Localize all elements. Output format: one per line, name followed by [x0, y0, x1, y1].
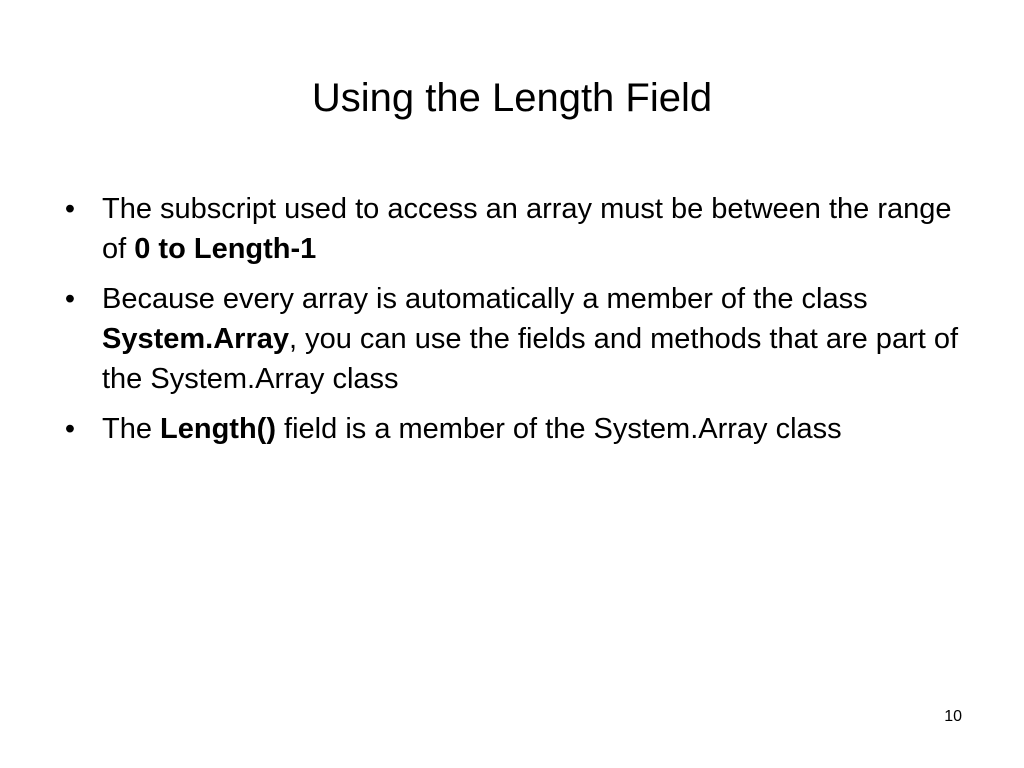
bullet-item-length-field: [60, 409, 960, 449]
bullet-text-before: The: [102, 413, 161, 445]
bullet-text-bold: System.Array: [102, 323, 289, 355]
bullet-icon: •: [64, 283, 76, 315]
bullet-icon: •: [64, 413, 76, 445]
slide-title: Using the Length Field: [311, 76, 713, 120]
bullet-item-subscript-range: [60, 189, 960, 269]
page-number: 10: [944, 708, 962, 725]
bullet-text-before: The subscript used to access an array must be between the range of: [102, 193, 952, 265]
bullet-text-before: Because every array is automatically a member of the class: [102, 283, 868, 315]
bullet-text-after: field is a member of the System.Array class: [276, 413, 842, 445]
bullet-icon: •: [64, 193, 76, 225]
bullet-text-bold: Length(): [160, 413, 276, 445]
bullet-list: [60, 189, 960, 459]
bullet-text-after: , you can use the fields and methods that are part of the System.Array class: [102, 323, 959, 395]
bullet-text-bold: 0 to Length-1: [134, 233, 317, 265]
bullet-item-system-array: [60, 279, 960, 399]
